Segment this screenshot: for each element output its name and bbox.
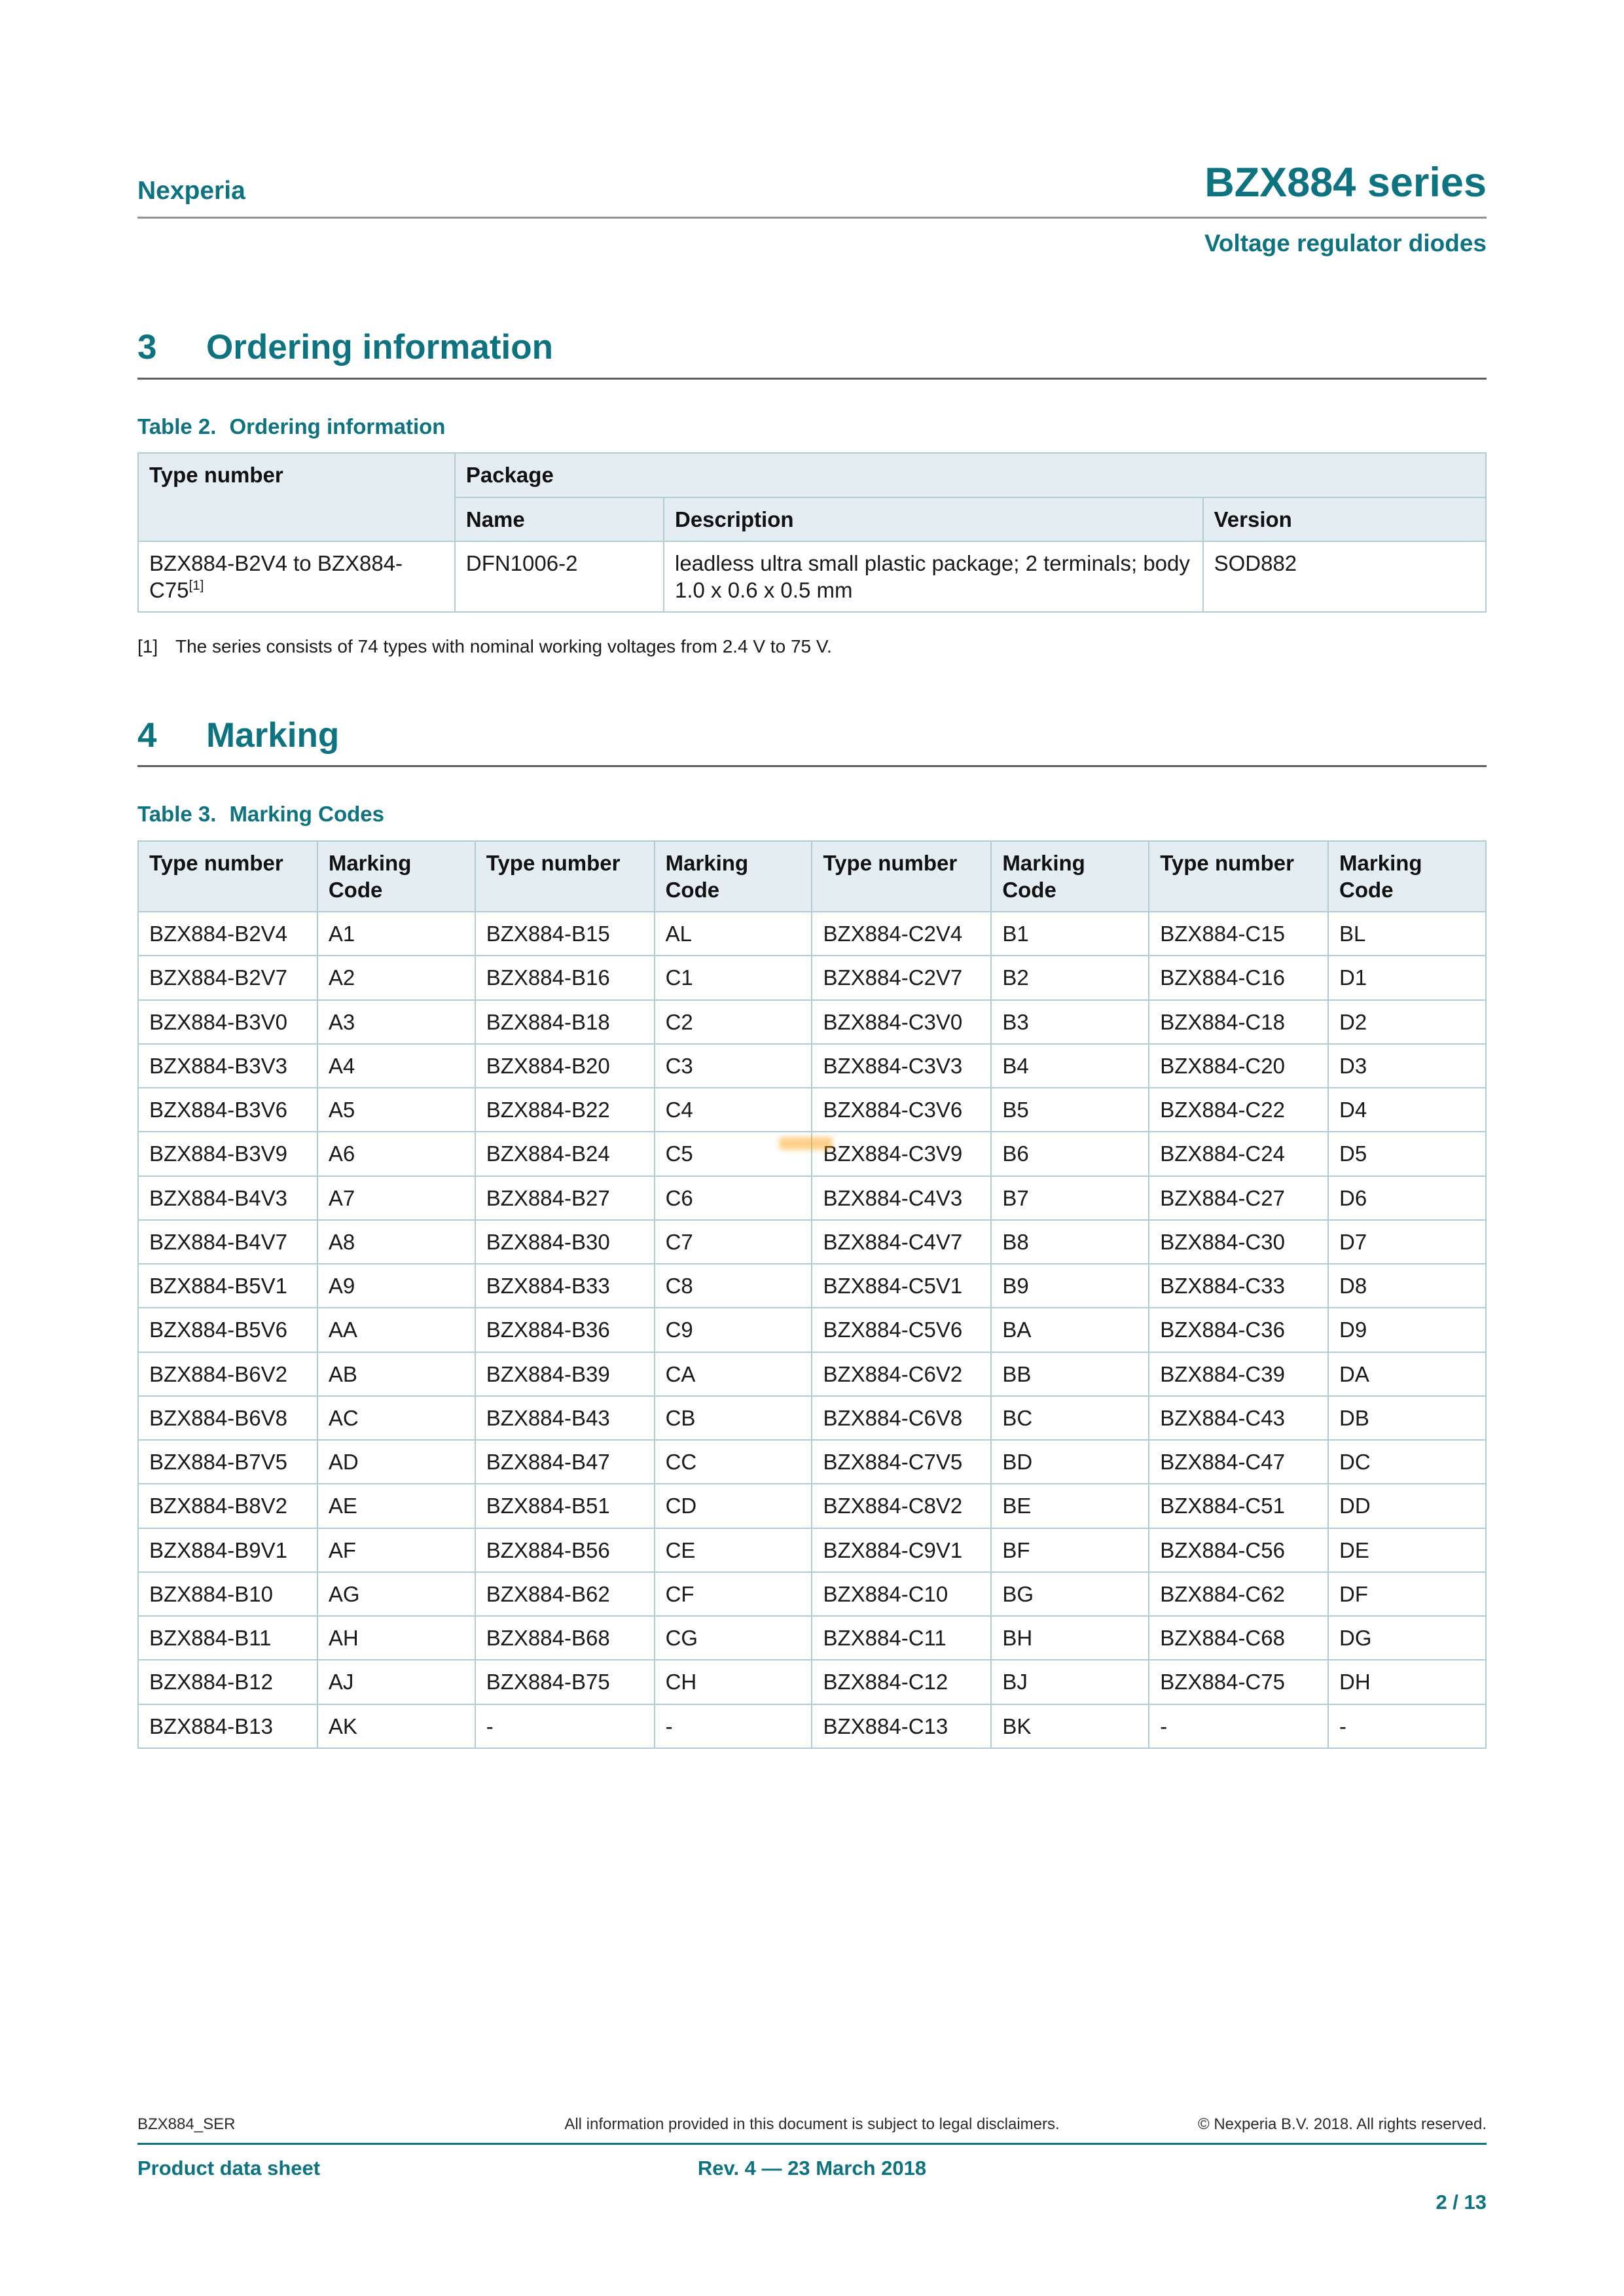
table-cell: BZX884-C4V7 [812, 1220, 991, 1264]
table-cell: BZX884-B51 [475, 1484, 655, 1528]
table-cell: DE [1328, 1528, 1486, 1572]
table-row [138, 1264, 1486, 1308]
table-cell: B1 [991, 912, 1149, 956]
footer-divider [137, 2143, 1487, 2145]
column-header: Marking Code [991, 841, 1149, 912]
table-row [138, 1484, 1486, 1528]
table-cell: CG [655, 1616, 812, 1660]
column-header: Marking Code [317, 841, 475, 912]
table-cell: BZX884-C2V7 [812, 956, 991, 999]
table-cell: BZX884-C75 [1149, 1660, 1328, 1704]
table-cell: BZX884-C6V8 [812, 1396, 991, 1440]
table-cell: - [1149, 1704, 1328, 1748]
ordering-header-row-1 [138, 453, 1486, 497]
table-cell: BZX884-B3V3 [138, 1044, 317, 1088]
table-cell: BZX884-B30 [475, 1220, 655, 1264]
column-header: Marking Code [655, 841, 812, 912]
table-row [138, 1352, 1486, 1396]
table-cell: BZX884-B18 [475, 1000, 655, 1044]
footnote-reference: [1] [189, 578, 204, 594]
revision-date: Rev. 4 — 23 March 2018 [697, 2157, 927, 2179]
table-cell: CE [655, 1528, 812, 1572]
table-cell: BZX884-C43 [1149, 1396, 1328, 1440]
table-cell: BZX884-C56 [1149, 1528, 1328, 1572]
table-cell: BZX884-B2V7 [138, 956, 317, 999]
package-description-cell: leadless ultra small plastic package; 2 terminals; body 1.0 x 0.6 x 0.5 mm [664, 541, 1203, 613]
table-cell: BZX884-C39 [1149, 1352, 1328, 1396]
table-cell: BA [991, 1308, 1149, 1352]
table-cell: D4 [1328, 1088, 1486, 1132]
header-divider [137, 217, 1487, 219]
table-cell: BZX884-C5V1 [812, 1264, 991, 1308]
document-id: BZX884_SER [137, 2115, 236, 2133]
table-cell: DF [1328, 1572, 1486, 1616]
table-cell: B5 [991, 1088, 1149, 1132]
table-cell: BZX884-B43 [475, 1396, 655, 1440]
table-cell: BZX884-C3V0 [812, 1000, 991, 1044]
section-marking [137, 717, 1487, 1749]
table-cell: D3 [1328, 1044, 1486, 1088]
table-cell: BZX884-C18 [1149, 1000, 1328, 1044]
table-row [138, 1528, 1486, 1572]
table-cell: A7 [317, 1176, 475, 1220]
table-cell: BZX884-B7V5 [138, 1440, 317, 1484]
table-cell: C8 [655, 1264, 812, 1308]
table-cell: D5 [1328, 1132, 1486, 1175]
table-cell: BZX884-C3V6 [812, 1088, 991, 1132]
table-caption-label: Table 2. [137, 414, 217, 439]
table-cell: BZX884-B2V4 [138, 912, 317, 956]
table-cell: BZX884-B16 [475, 956, 655, 999]
table-cell: C6 [655, 1176, 812, 1220]
column-header: Marking Code [1328, 841, 1486, 912]
table-cell: CD [655, 1484, 812, 1528]
table-cell: BC [991, 1396, 1149, 1440]
table-row [138, 1440, 1486, 1484]
table-cell: BZX884-C16 [1149, 956, 1328, 999]
table-cell: AJ [317, 1660, 475, 1704]
table-cell: BZX884-B47 [475, 1440, 655, 1484]
table-cell: C7 [655, 1220, 812, 1264]
table-caption-marking [137, 801, 1487, 827]
section-title: Marking [206, 715, 340, 755]
table-row [138, 1220, 1486, 1264]
table-cell: BZX884-C8V2 [812, 1484, 991, 1528]
table-cell: - [1328, 1704, 1486, 1748]
table-cell: BZX884-C12 [812, 1660, 991, 1704]
table-cell: BZX884-C51 [1149, 1484, 1328, 1528]
document-title: BZX884 series [1204, 160, 1487, 206]
table-cell: AA [317, 1308, 475, 1352]
table-cell: BZX884-B6V2 [138, 1352, 317, 1396]
table-caption-ordering [137, 414, 1487, 440]
table-cell: BZX884-C27 [1149, 1176, 1328, 1220]
table-cell: A2 [317, 956, 475, 999]
marking-table-body [138, 912, 1486, 1748]
table-cell: BL [1328, 912, 1486, 956]
table-cell: - [475, 1704, 655, 1748]
table-cell: AF [317, 1528, 475, 1572]
table-cell: BF [991, 1528, 1149, 1572]
table-cell: BZX884-C3V3 [812, 1044, 991, 1088]
table-cell: C5 [655, 1132, 812, 1175]
table-cell: BZX884-C9V1 [812, 1528, 991, 1572]
table-cell: A6 [317, 1132, 475, 1175]
table-cell: DB [1328, 1396, 1486, 1440]
table-cell: BZX884-C30 [1149, 1220, 1328, 1264]
table-cell: BZX884-C22 [1149, 1088, 1328, 1132]
table-cell: BZX884-C5V6 [812, 1308, 991, 1352]
table-cell: CC [655, 1440, 812, 1484]
footnote-marker: [1] [137, 636, 158, 657]
section-number: 3 [137, 328, 157, 367]
table-cell: D9 [1328, 1308, 1486, 1352]
table-cell: CF [655, 1572, 812, 1616]
table-cell: CB [655, 1396, 812, 1440]
marking-table-head [138, 841, 1486, 912]
table-cell: DH [1328, 1660, 1486, 1704]
package-version-cell: SOD882 [1203, 541, 1486, 613]
column-header: Type number [812, 841, 991, 912]
marking-header-row [138, 841, 1486, 912]
table-cell: AK [317, 1704, 475, 1748]
table-cell: BZX884-B13 [138, 1704, 317, 1748]
table-row [138, 1572, 1486, 1616]
section-number: 4 [137, 715, 157, 755]
table-cell: BZX884-B75 [475, 1660, 655, 1704]
table-row [138, 1044, 1486, 1088]
table-caption-label: Table 3. [137, 801, 217, 826]
table-cell: BZX884-B5V1 [138, 1264, 317, 1308]
table-row [138, 956, 1486, 999]
table-cell: BZX884-B27 [475, 1176, 655, 1220]
table-cell: BZX884-B22 [475, 1088, 655, 1132]
footnote-text: The series consists of 74 types with nominal working voltages from 2.4 V to 75 V. [175, 636, 832, 657]
table-cell: AD [317, 1440, 475, 1484]
table-cell: BD [991, 1440, 1149, 1484]
table-cell: BZX884-B11 [138, 1616, 317, 1660]
table-cell: DA [1328, 1352, 1486, 1396]
table-cell: B9 [991, 1264, 1149, 1308]
table-cell: BZX884-B9V1 [138, 1528, 317, 1572]
table-cell: D7 [1328, 1220, 1486, 1264]
table-cell: BB [991, 1352, 1149, 1396]
type-number-range: BZX884-B2V4 to BZX884-C75 [149, 550, 403, 603]
table-cell: BZX884-C7V5 [812, 1440, 991, 1484]
legal-disclaimer: All information provided in this document is subject to legal disclaimers. [564, 2115, 1060, 2133]
copyright-notice: © Nexperia B.V. 2018. All rights reserved. [1197, 2115, 1487, 2133]
footer-legal-row [137, 2115, 1487, 2134]
section-title: Ordering information [206, 328, 553, 367]
table-cell: BZX884-C24 [1149, 1132, 1328, 1175]
table-cell: BZX884-C13 [812, 1704, 991, 1748]
table-cell: BZX884-B68 [475, 1616, 655, 1660]
table-cell: BK [991, 1704, 1149, 1748]
table-cell: B6 [991, 1132, 1149, 1175]
table-cell: B3 [991, 1000, 1149, 1044]
table-cell: DG [1328, 1616, 1486, 1660]
table-cell: BZX884-C62 [1149, 1572, 1328, 1616]
table-cell: BZX884-B36 [475, 1308, 655, 1352]
table-cell: BZX884-C2V4 [812, 912, 991, 956]
table-cell: BZX884-C4V3 [812, 1176, 991, 1220]
table-cell: BZX884-B33 [475, 1264, 655, 1308]
ordering-table [137, 452, 1487, 613]
table-row [138, 1704, 1486, 1748]
brand-name: Nexperia [137, 177, 245, 205]
footer-spacer [926, 2157, 1487, 2180]
table-cell: B8 [991, 1220, 1149, 1264]
table-cell: BZX884-C10 [812, 1572, 991, 1616]
table-cell: AB [317, 1352, 475, 1396]
table-cell: BZX884-C3V9 [812, 1132, 991, 1175]
table-row [138, 912, 1486, 956]
column-header-package: Package [455, 453, 1486, 497]
table-cell: B4 [991, 1044, 1149, 1088]
table-cell: CA [655, 1352, 812, 1396]
table-cell: B7 [991, 1176, 1149, 1220]
package-name-cell: DFN1006-2 [455, 541, 664, 613]
column-header-description: Description [664, 497, 1203, 541]
table-cell: BZX884-B3V9 [138, 1132, 317, 1175]
table-cell: C3 [655, 1044, 812, 1088]
table-row [138, 1660, 1486, 1704]
ordering-table-head [138, 453, 1486, 541]
table-row [138, 1396, 1486, 1440]
document-type: Product data sheet [137, 2157, 321, 2179]
table-cell: AE [317, 1484, 475, 1528]
table-cell: AH [317, 1616, 475, 1660]
table-cell: DC [1328, 1440, 1486, 1484]
table-cell: A4 [317, 1044, 475, 1088]
column-header: Type number [138, 841, 317, 912]
table-cell: BZX884-B5V6 [138, 1308, 317, 1352]
table-cell: BE [991, 1484, 1149, 1528]
table-cell: BZX884-B24 [475, 1132, 655, 1175]
page-footer [137, 2115, 1487, 2214]
table-cell: BZX884-B10 [138, 1572, 317, 1616]
table-cell: C1 [655, 956, 812, 999]
table-cell: A5 [317, 1088, 475, 1132]
table-cell: BZX884-C47 [1149, 1440, 1328, 1484]
table-cell: A3 [317, 1000, 475, 1044]
column-header-version: Version [1203, 497, 1486, 541]
table-cell: BZX884-B15 [475, 912, 655, 956]
section-heading-ordering [137, 329, 1487, 379]
table-cell: BZX884-B6V8 [138, 1396, 317, 1440]
column-header-name: Name [455, 497, 664, 541]
table-cell: C9 [655, 1308, 812, 1352]
table-cell: C4 [655, 1088, 812, 1132]
table-row [138, 1176, 1486, 1220]
table-cell: BG [991, 1572, 1149, 1616]
page-number: 2 / 13 [1435, 2191, 1487, 2214]
marking-table [137, 840, 1487, 1749]
table-cell: BZX884-B39 [475, 1352, 655, 1396]
table-cell: BZX884-B62 [475, 1572, 655, 1616]
table-cell: CH [655, 1660, 812, 1704]
ordering-table-body [138, 541, 1486, 613]
column-header: Type number [475, 841, 655, 912]
section-heading-marking [137, 717, 1487, 767]
footnote [137, 635, 1487, 658]
table-cell: BZX884-C20 [1149, 1044, 1328, 1088]
table-cell: BZX884-C33 [1149, 1264, 1328, 1308]
table-cell: AL [655, 912, 812, 956]
table-cell: D1 [1328, 956, 1486, 999]
table-cell: BH [991, 1616, 1149, 1660]
page-header [137, 162, 1487, 258]
table-row [138, 1616, 1486, 1660]
table-cell: A9 [317, 1264, 475, 1308]
table-cell: B2 [991, 956, 1149, 999]
table-cell: A1 [317, 912, 475, 956]
table-cell: BZX884-B8V2 [138, 1484, 317, 1528]
table-row [138, 1000, 1486, 1044]
table-cell: BZX884-B12 [138, 1660, 317, 1704]
table-cell: BZX884-C11 [812, 1616, 991, 1660]
column-header: Type number [1149, 841, 1328, 912]
table-cell: BZX884-C6V2 [812, 1352, 991, 1396]
type-number-cell [138, 541, 455, 613]
table-cell: D8 [1328, 1264, 1486, 1308]
table-cell: D6 [1328, 1176, 1486, 1220]
table-cell: DD [1328, 1484, 1486, 1528]
header-row [137, 162, 1487, 204]
table-cell: BZX884-B3V0 [138, 1000, 317, 1044]
table-cell: BZX884-C15 [1149, 912, 1328, 956]
table-row [138, 541, 1486, 613]
column-header-type-number: Type number [138, 453, 455, 541]
table-cell: A8 [317, 1220, 475, 1264]
table-cell: D2 [1328, 1000, 1486, 1044]
table-caption-text: Ordering information [229, 414, 446, 439]
table-cell: AC [317, 1396, 475, 1440]
table-cell: BZX884-B4V3 [138, 1176, 317, 1220]
table-cell: BZX884-B4V7 [138, 1220, 317, 1264]
watermark [779, 1137, 833, 1150]
table-cell: C2 [655, 1000, 812, 1044]
table-cell: BZX884-B20 [475, 1044, 655, 1088]
document-subtitle: Voltage regulator diodes [1204, 230, 1487, 257]
table-cell: BZX884-B3V6 [138, 1088, 317, 1132]
table-cell: AG [317, 1572, 475, 1616]
section-ordering-information [137, 329, 1487, 658]
table-row [138, 1088, 1486, 1132]
table-cell: BZX884-C68 [1149, 1616, 1328, 1660]
table-row [138, 1308, 1486, 1352]
table-cell: BZX884-C36 [1149, 1308, 1328, 1352]
table-caption-text: Marking Codes [229, 801, 384, 826]
table-cell: BJ [991, 1660, 1149, 1704]
table-cell: BZX884-B56 [475, 1528, 655, 1572]
table-cell: - [655, 1704, 812, 1748]
footer-info-row [137, 2157, 1487, 2180]
